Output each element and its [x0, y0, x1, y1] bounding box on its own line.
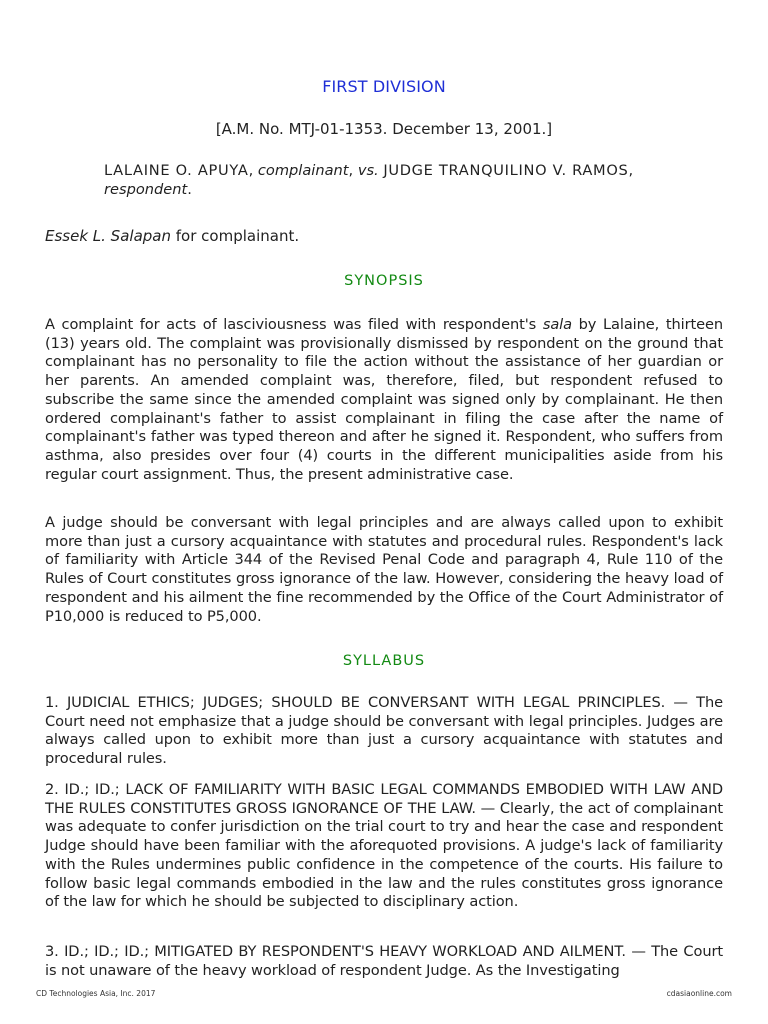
complainant-role: complainant	[257, 162, 349, 179]
synopsis-paragraph-2: A judge should be conversant with legal principles and are always called upon to exhibit more than just a cursory acquaintance with statutes and procedural rules. Respondent's lack of familiarity with Article 344 of the Revised Penal Code and paragraph 4, Rule 110 of the Rules of Court constitutes gross ignorance of the law. However, considering the heavy load of respondent and his ailment the fine recommended by the Office of the Court Administrator of P10,000 is reduced to P5,000.	[45, 514, 723, 625]
case-number: [A.M. No. MTJ-01-1353. December 13, 2001.]	[215, 120, 553, 138]
footer-publisher: CD Technologies Asia, Inc. 2017	[36, 989, 156, 998]
synopsis-p1-part-b: by Lalaine, thirteen (13) years old. The complaint was provisionally dismissed by respondent on the ground that complainant has no personality to file the action without the assistance of her guardian or her parents. An amended complaint was, therefore, filed, but respondent refused to subscribe the same since the amended complaint was signed only by complainant. He then ordered complainant's father to assist complainant in filing the case after the name of complainant's father was typed thereon and after he signed it. Respondent, who suffers from asthma, also presides over four (4) courts in the different municipalities aside from his regular court assignment. Thus, the present administrative case.	[45, 316, 723, 483]
counsel-line	[45, 227, 725, 245]
syllabus-item-2: 2. ID.; ID.; LACK OF FAMILIARITY WITH BASIC LEGAL COMMANDS EMBODIED WITH LAW AND THE RULES CONSTITUTES GROSS IGNORANCE OF THE LAW. — Clearly, the act of complainant was adequate to confer jurisdiction on the trial court to try and hear the case and respondent Judge should have been familiar with the aforequoted provisions. A judge's lack of familiarity with the Rules undermines public confidence in the competence of the courts. His failure to follow basic legal commands embodied in the law and the rules constitutes gross ignorance of the law for which he should be subjected to disciplinary action.	[45, 781, 723, 911]
versus-label: vs.	[357, 162, 379, 179]
synopsis-heading: SYNOPSIS	[344, 273, 424, 289]
respondent-name: JUDGE TRANQUILINO V. RAMOS	[383, 162, 629, 179]
counsel-name: Essek L. Salapan	[45, 227, 171, 245]
syllabus-item-1: 1. JUDICIAL ETHICS; JUDGES; SHOULD BE CONVERSANT WITH LEGAL PRINCIPLES. — The Court need not emphasize that a judge should be conversant with legal principles. Judges are always called upon to exhibit more than just a cursory acquaintance with statutes and procedural rules.	[45, 694, 723, 768]
division-heading: FIRST DIVISION	[322, 77, 446, 96]
footer-website: cdasiaonline.com	[666, 989, 732, 998]
sala-term: sala	[542, 316, 572, 333]
complainant-name: LALAINE O. APUYA	[104, 162, 249, 179]
syllabus-item-3: 3. ID.; ID.; ID.; MITIGATED BY RESPONDENT'S HEAVY WORKLOAD AND AILMENT. — The Court is not unaware of the heavy workload of respondent Judge. As the Investigating	[45, 943, 723, 979]
syllabus-heading: SYLLABUS	[342, 653, 426, 669]
case-parties: LALAINE O. APUYA, complainant, vs. JUDGE TRANQUILINO V. RAMOS, respondent.	[104, 162, 634, 198]
respondent-role: respondent	[104, 181, 188, 198]
counsel-text: for complainant.	[175, 227, 300, 245]
synopsis-p1-part-a: A complaint for acts of lasciviousness was filed with respondent's	[45, 316, 543, 333]
synopsis-paragraph-1	[45, 316, 723, 484]
